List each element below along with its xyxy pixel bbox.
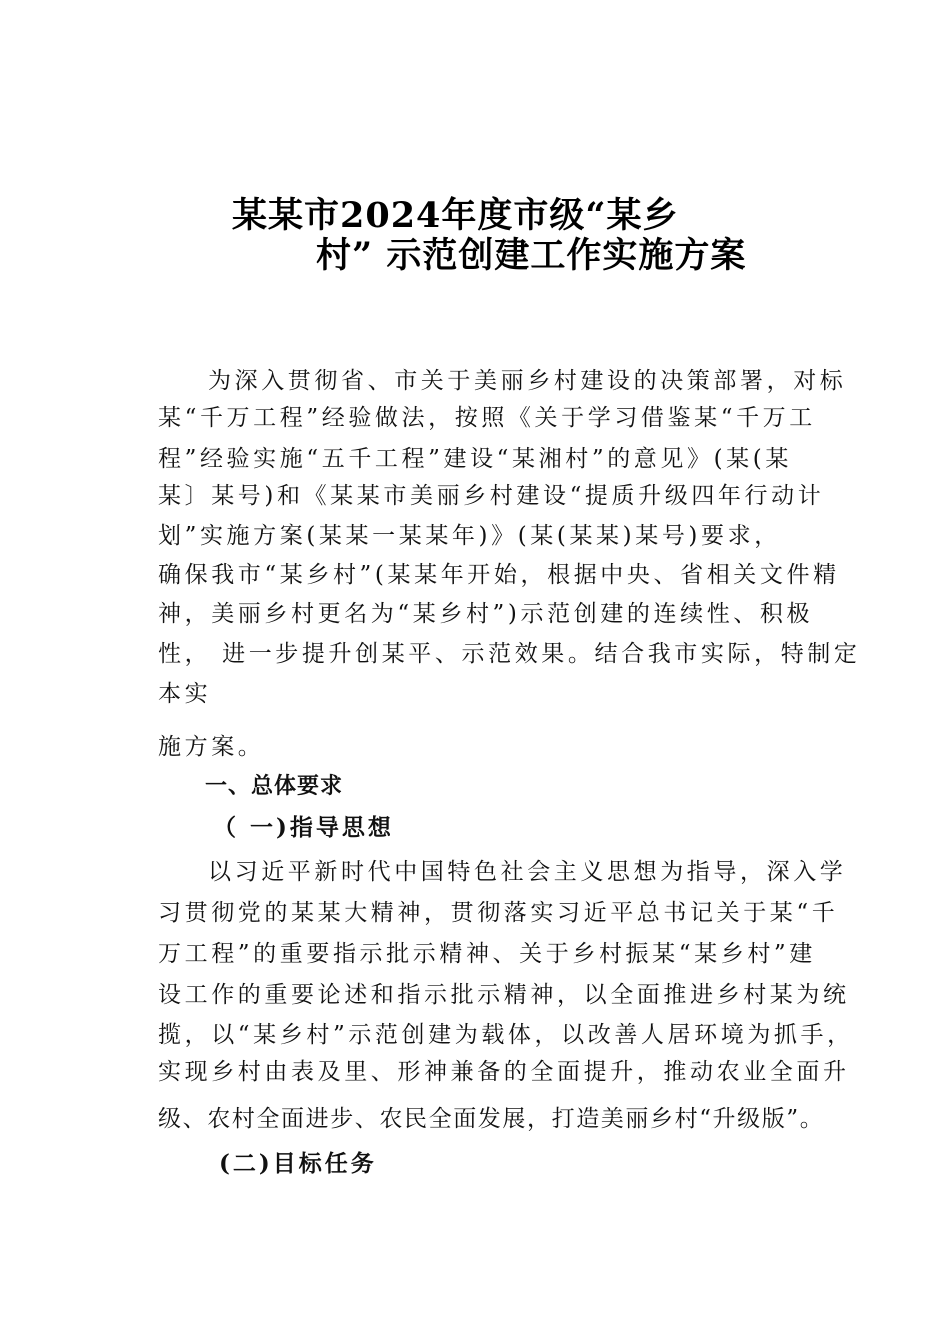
guiding-paragraph-line: 设工作的重要论述和指示批示精神，以全面推进乡村某为统 (158, 982, 850, 1008)
guiding-paragraph-line: 揽，以“某乡村”示范创建为载体，以改善人居环境为抓手， (158, 1022, 854, 1048)
intro-paragraph-line: 划”实施方案(某某一某某年)》(某(某某)某号)要求， (158, 523, 781, 549)
guiding-paragraph-line: 级、农村全面进步、农民全面发展，打造美丽乡村“升级版”。 (158, 1106, 825, 1132)
document-title-line-1: 某某市2024年度市级“某乡 (232, 195, 679, 236)
guiding-paragraph-line: 以习近平新时代中国特色社会主义思想为指导，深入学 (208, 859, 847, 885)
guiding-paragraph-line: 万工程”的重要指示批示精神、关于乡村振某“某乡村”建 (158, 941, 816, 967)
intro-paragraph-line: 确保我市“某乡村”(某某年开始，根据中央、省相关文件精 (158, 562, 840, 588)
guiding-paragraph-line: 习贯彻党的某某大精神，贯彻落实习近平总书记关于某“千 (158, 900, 839, 926)
intro-paragraph-line: 某〕某号)和《某某市美丽乡村建设“提质升级四年行动计 (158, 483, 825, 509)
intro-paragraph-line: 施方案。 (158, 734, 265, 760)
intro-paragraph-line: 某“千万工程”经验做法，按照《关于学习借鉴某“千万工 (158, 405, 816, 431)
document-title-line-2: 村” 示范创建工作实施方案 (316, 235, 747, 276)
intro-paragraph-line: 程”经验实施“五千工程”建设“某湘村”的意见》(某(某 (158, 446, 792, 472)
intro-paragraph-line: 性， 进一步提升创某平、示范效果。结合我市实际，特制定 (158, 641, 861, 667)
intro-paragraph-line: 神，美丽乡村更名为“某乡村”)示范创建的连续性、积极 (158, 601, 814, 627)
intro-paragraph-line: 本实 (158, 681, 212, 707)
subsection-heading-goals-tasks: (二)目标任务 (219, 1150, 377, 1177)
subsection-heading-guiding-ideology: （ 一)指导思想 (213, 814, 394, 841)
section-heading-general-requirements: 一、总体要求 (205, 774, 344, 799)
guiding-paragraph-line: 实现乡村由表及里、形神兼备的全面提升，推动农业全面升 (158, 1059, 850, 1085)
intro-paragraph-line: 为深入贯彻省、市关于美丽乡村建设的决策部署，对标 (208, 368, 847, 394)
